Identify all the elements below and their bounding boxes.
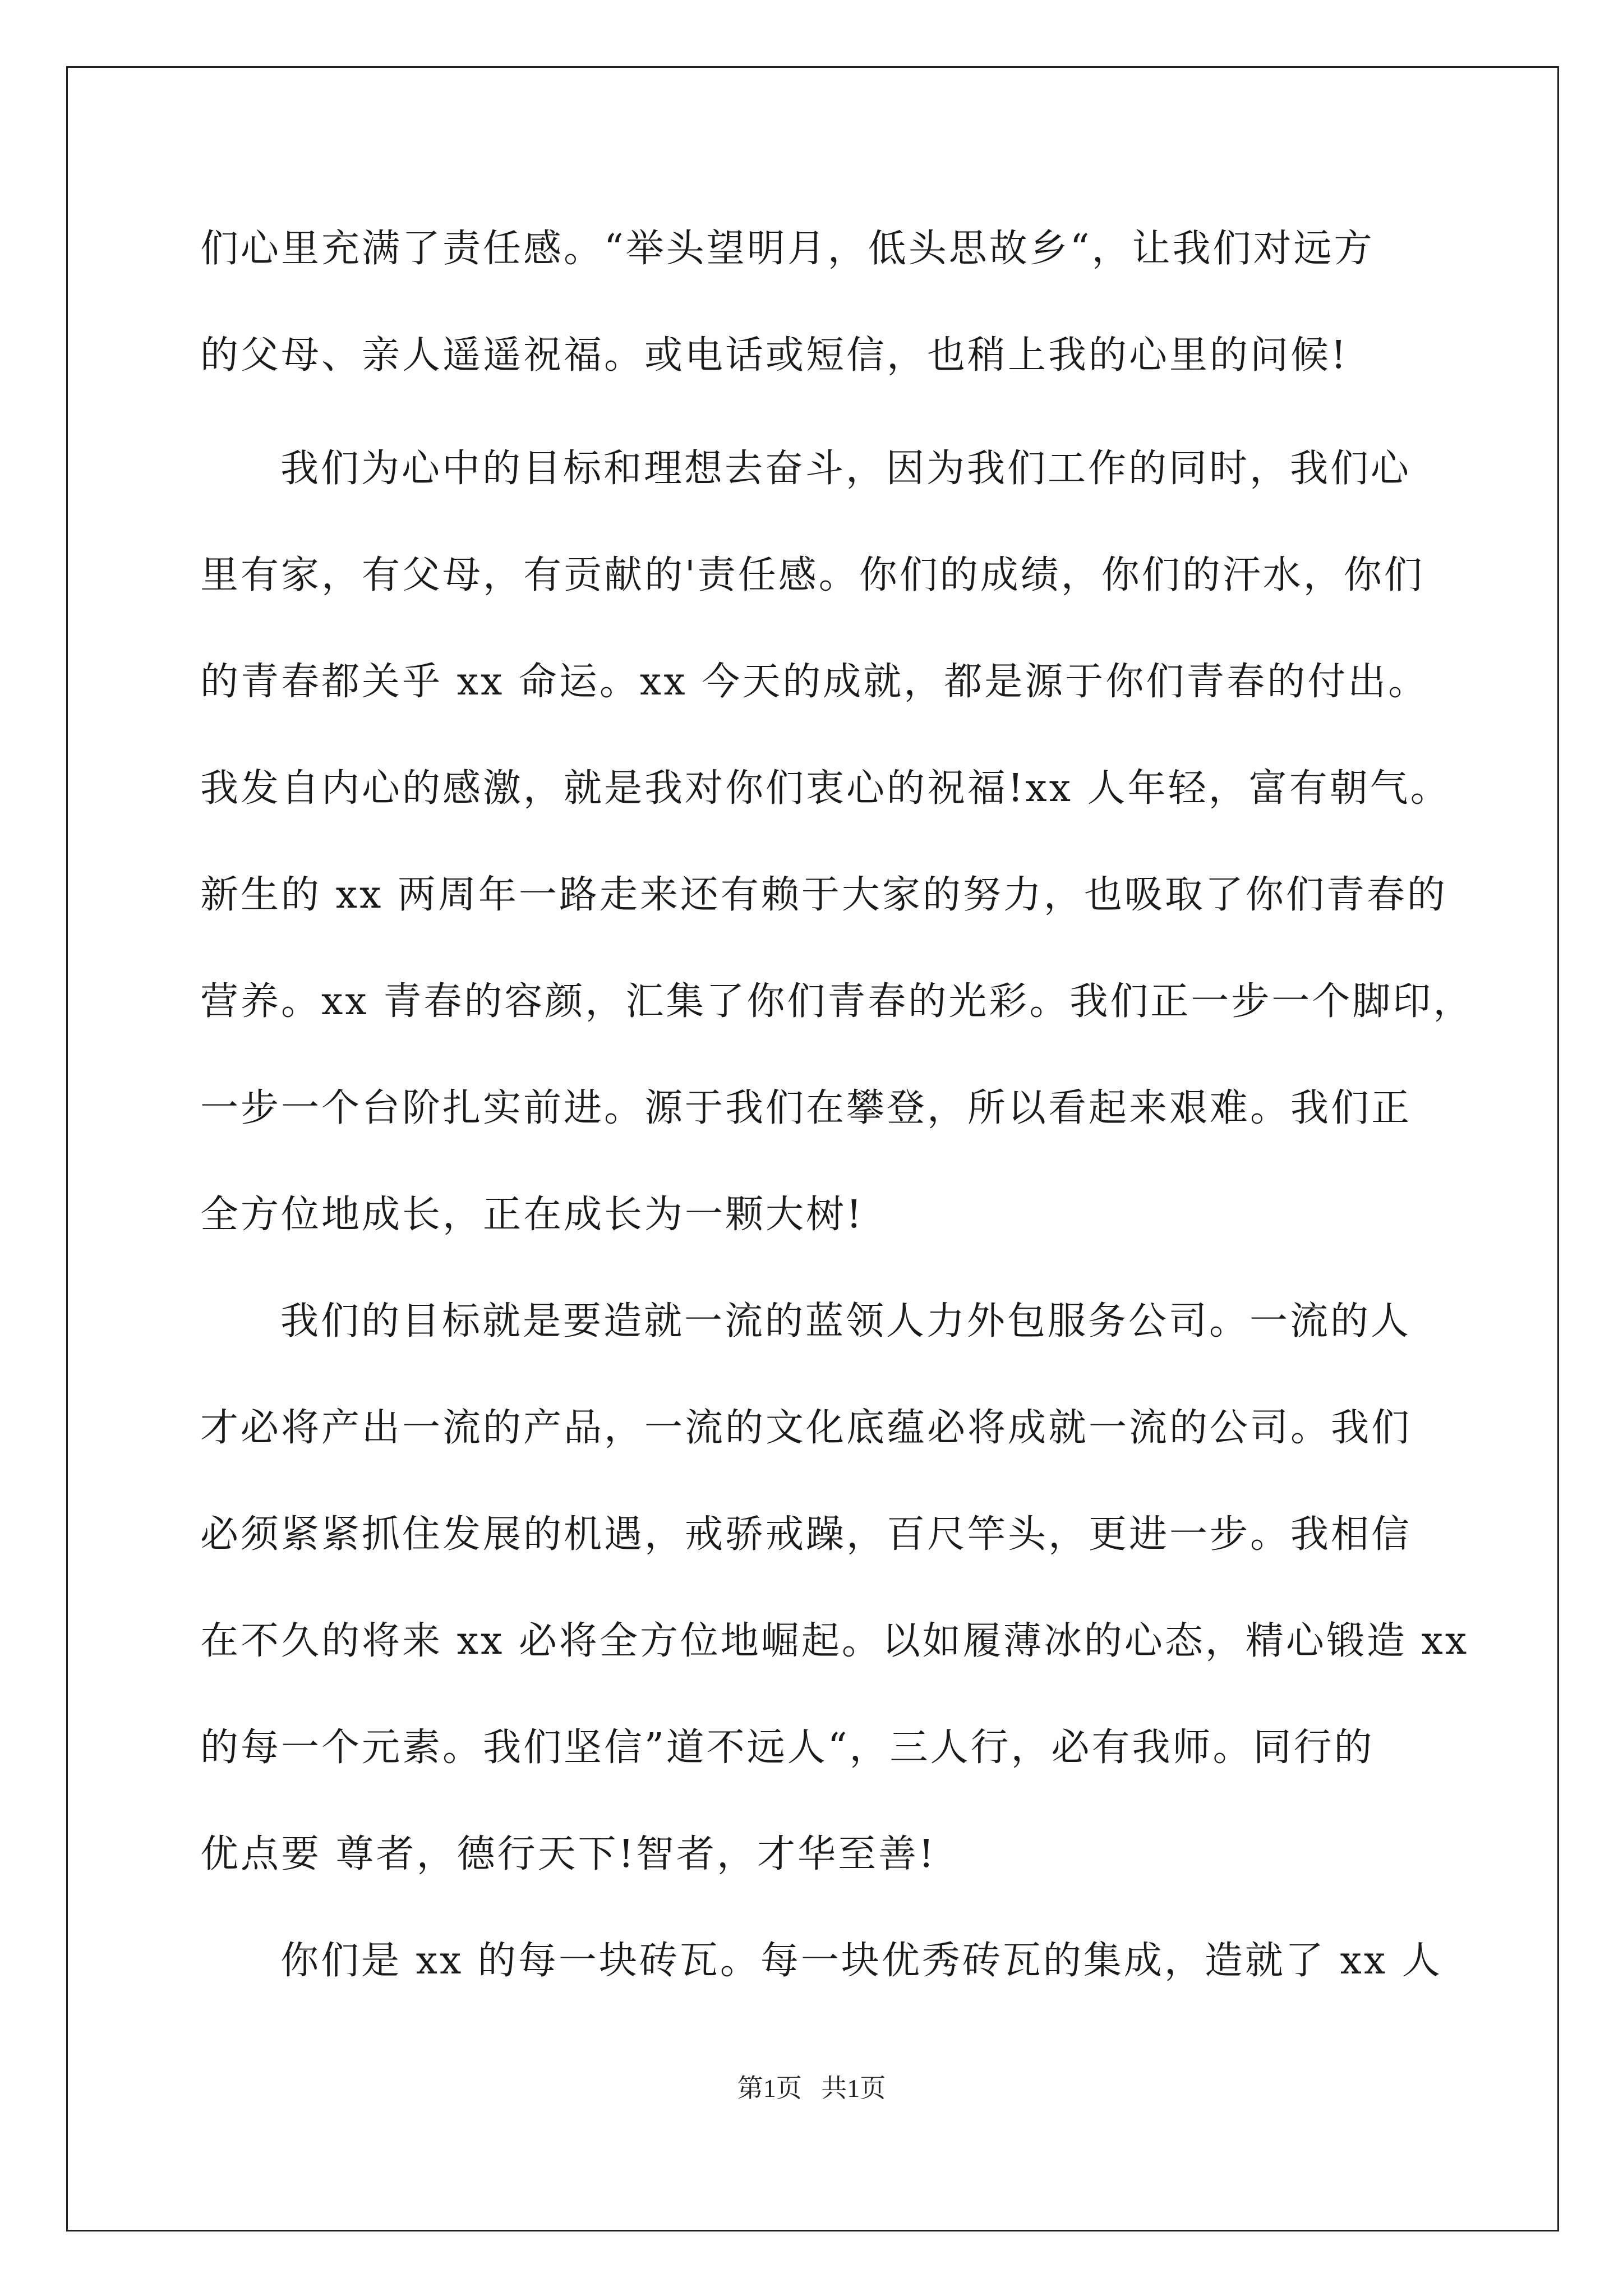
text-line: 我发自内心的感激，就是我对你们衷心的祝福!xx 人年轻，富有朝气。 (200, 766, 1451, 811)
text-line: 全方位地成长，正在成长为一颗大树! (200, 1193, 864, 1237)
paragraph-start-line: 我们的目标就是要造就一流的蓝领人力外包服务公司。一流的人 (280, 1299, 1412, 1343)
text-line: 营养。xx 青春的容颜，汇集了你们青春的光彩。我们正一步一个脚印， (200, 979, 1474, 1024)
page-border (66, 66, 1559, 2231)
text-line: 们心里充满了责任感。“举头望明月，低头思故乡“，让我们对远方 (200, 227, 1375, 271)
text-line: 才必将产出一流的产品，一流的文化底蕴必将成就一流的公司。我们 (200, 1406, 1412, 1450)
text-line: 的青春都关乎 xx 命运。xx 今天的成就，都是源于你们青春的付出。 (200, 660, 1429, 704)
paragraph-start-line: 我们为心中的目标和理想去奋斗，因为我们工作的同时，我们心 (280, 447, 1412, 491)
text-line: 一步一个台阶扎实前进。源于我们在攀登，所以看起来艰难。我们正 (200, 1086, 1412, 1130)
text-line: 优点要 尊者，德行天下!智者，才华至善! (200, 1832, 937, 1876)
text-line: 必须紧紧抓住发展的机遇，戒骄戒躁，百尺竿头，更进一步。我相信 (200, 1512, 1412, 1557)
text-line: 在不久的将来 xx 必将全方位地崛起。以如履薄冰的心态，精心锻造 xx (200, 1619, 1469, 1663)
paragraph-start-line: 你们是 xx 的每一块砖瓦。每一块优秀砖瓦的集成，造就了 xx 人 (280, 1939, 1442, 1983)
text-line: 的每一个元素。我们坚信”道不远人“，三人行，必有我师。同行的 (200, 1726, 1375, 1770)
page-footer: 第1页 共1页 (737, 2074, 886, 2102)
text-line: 新生的 xx 两周年一路走来还有赖于大家的努力，也吸取了你们青春的 (200, 873, 1447, 917)
text-line: 里有家，有父母，有贡献的'责任感。你们的成绩，你们的汗水，你们 (200, 553, 1424, 597)
text-line: 的父母、亲人遥遥祝福。或电话或短信，也稍上我的心里的问候! (200, 333, 1349, 378)
